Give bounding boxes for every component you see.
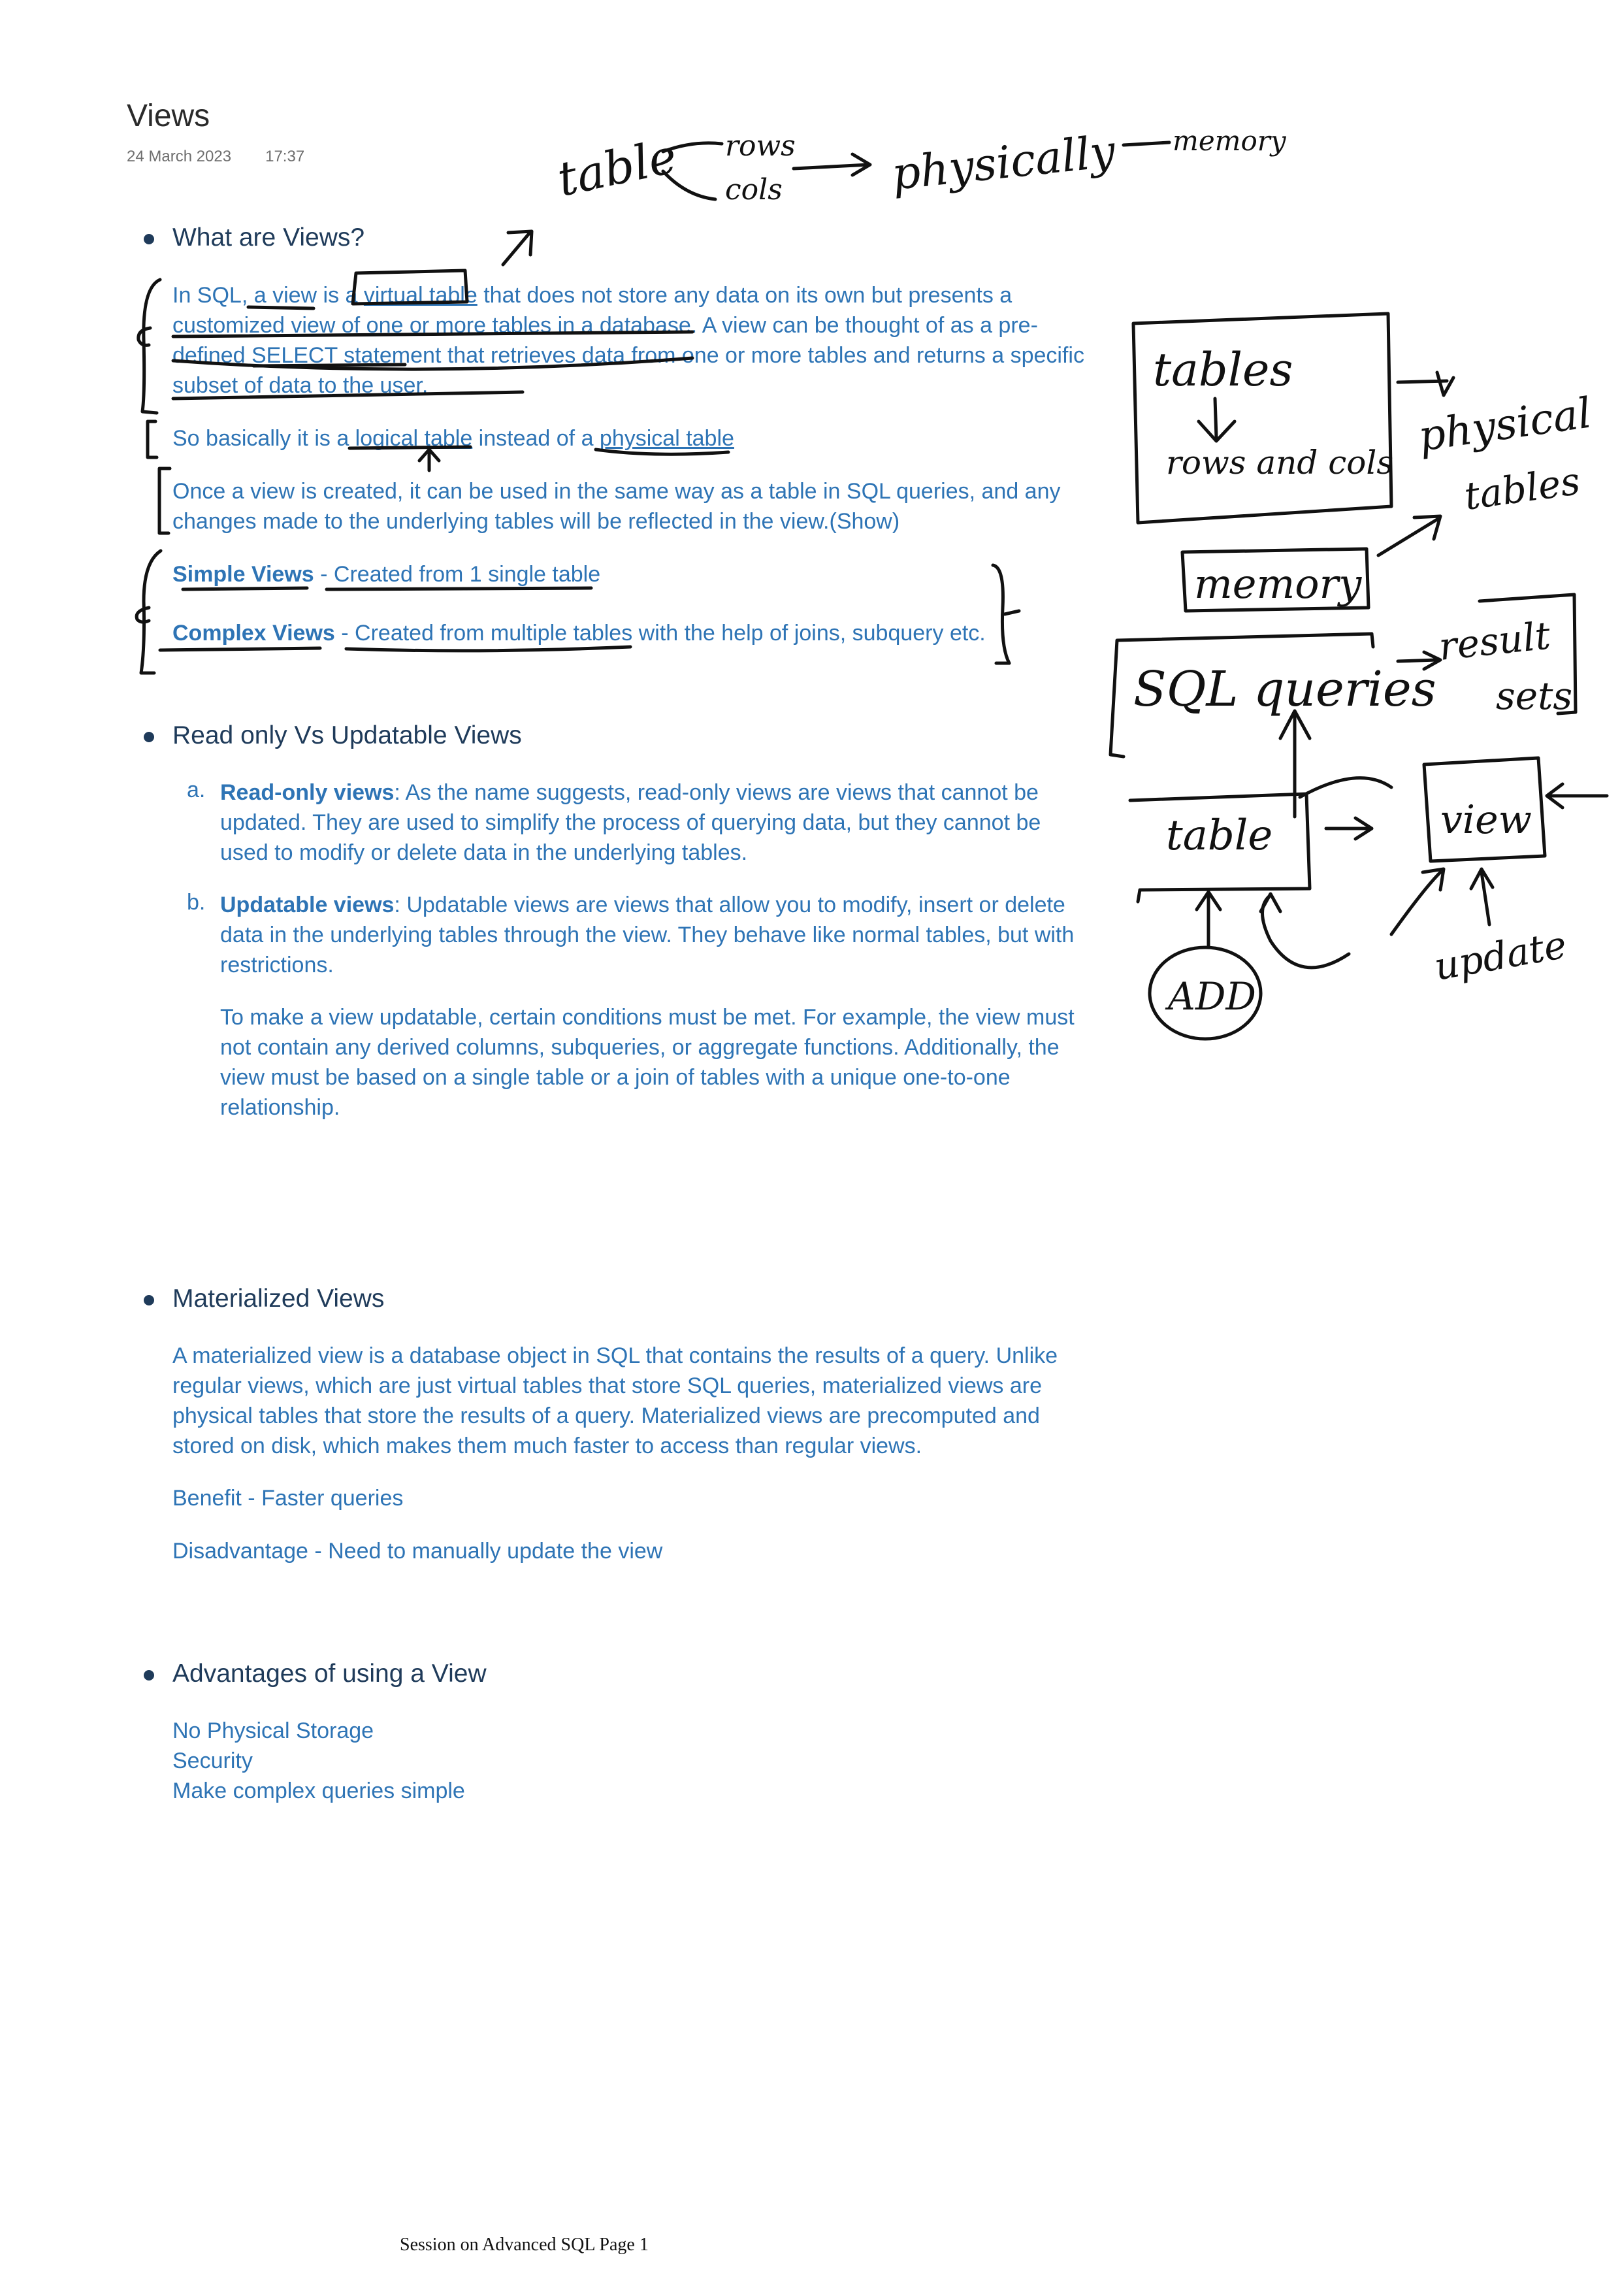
add-circle (1150, 947, 1261, 1039)
complex-views-label: Complex Views (172, 621, 335, 646)
ink-tables: tables (1153, 343, 1293, 397)
ink-result-1: result (1436, 613, 1553, 669)
bullet-icon (144, 1295, 154, 1305)
page-meta (127, 148, 304, 166)
advantages-list (172, 1716, 1087, 1806)
heading-materialized-views: Materialized Views (172, 1285, 385, 1313)
ink-memory-box: memory (1194, 560, 1362, 608)
para-logical-table: So basically it is a logical table instead of a physical table (172, 426, 734, 451)
read-only-views-item: Read-only views: As the name suggests, read-only views are views that cannot be updated. They are used to simplify the process of querying data, but they cannot be used to modify or delete data in the underlying tables. (220, 780, 1041, 865)
simple-views-line: Simple Views - Created from 1 single table (172, 562, 601, 587)
ink-physical-tables-1: physical (1415, 389, 1595, 461)
memory-box (1182, 549, 1369, 611)
heading-read-only-vs-updatable: Read only Vs Updatable Views (172, 721, 522, 749)
ink-table-box: table (1166, 812, 1273, 860)
bullet-icon (144, 234, 154, 244)
ink-rows-and-cols: rows and cols (1166, 444, 1394, 482)
ink-view-box: view (1440, 797, 1532, 843)
ink-add: ADD (1168, 974, 1256, 1019)
page-time: 17:37 (265, 148, 305, 165)
para-view-definition: In SQL, a view is a virtual table that does not store any data on its own but presents a customized view of one or more tables in a database. A view can be thought of as a pre-defined SELECT statement that retrieves data from one or more tables and returns a specific subset of data to the user. (172, 283, 1084, 398)
page-footer: Session on Advanced SQL Page 1 (400, 2235, 649, 2255)
view-box (1424, 758, 1545, 861)
ink-result-2: sets (1496, 674, 1573, 718)
bullet-icon (144, 1670, 154, 1681)
para-materialized-definition: A materialized view is a database object in SQL that contains the results of a query. Unlike regular views, which are just virtual tables that store SQL queries, materialized views are physical tables that store the results of a query. Materialized views are precomputed and stored on disk, which makes them much faster to access than regular views. (172, 1343, 1058, 1458)
table-box (1130, 794, 1310, 902)
ink-update: update (1431, 922, 1570, 989)
para-view-usage: Once a view is created, it can be used in the same way as a table in SQL queries, and any changes made to the underlying tables will be reflected in the view.(Show) (172, 479, 1061, 534)
logical-table-term: logical table (355, 426, 473, 451)
page-date: 24 March 2023 (127, 148, 232, 165)
tables-box (1133, 314, 1394, 523)
list-marker-b: b. (187, 890, 206, 915)
physical-table-term: physical table (599, 426, 734, 451)
bullet-icon (144, 732, 154, 742)
ink-rows: rows (725, 129, 796, 163)
sql-queries-box (1110, 634, 1373, 757)
ink-sql-queries: SQL queries (1133, 661, 1436, 717)
ink-cols: cols (725, 173, 783, 206)
updatable-views-item: Updatable views: Updatable views are views that allow you to modify, insert or delete data in the underlying tables through the view. They behave like normal tables, but with restrictions. (220, 893, 1075, 977)
list-marker-a: a. (187, 778, 206, 802)
ink-table: table (553, 128, 682, 207)
updatable-conditions-para: To make a view updatable, certain conditions must be met. For example, the view must not contain any derived columns, subqueries, or aggregate functions. Additionally, the view must be based on a single table or a join of tables with a unique one-to-one relationship. (220, 1005, 1075, 1120)
page-title: Views (127, 99, 210, 133)
list-item: Security (172, 1748, 253, 1773)
ink-memory-top: memory (1173, 125, 1286, 157)
complex-views-line: Complex Views - Created from multiple tables with the help of joins, subquery etc. (172, 621, 986, 646)
simple-views-label: Simple Views (172, 562, 314, 587)
ink-physical-tables-2: tables (1461, 458, 1583, 519)
disadvantage-line: Disadvantage - Need to manually update the view (172, 1539, 663, 1564)
list-item: Make complex queries simple (172, 1779, 465, 1803)
heading-what-are-views: What are Views? (172, 223, 365, 252)
virtual-table-term: virtual table (363, 283, 478, 308)
benefit-line: Benefit - Faster queries (172, 1486, 404, 1511)
heading-advantages: Advantages of using a View (172, 1660, 487, 1688)
list-item: No Physical Storage (172, 1718, 374, 1743)
ink-physically: physically (889, 125, 1118, 201)
